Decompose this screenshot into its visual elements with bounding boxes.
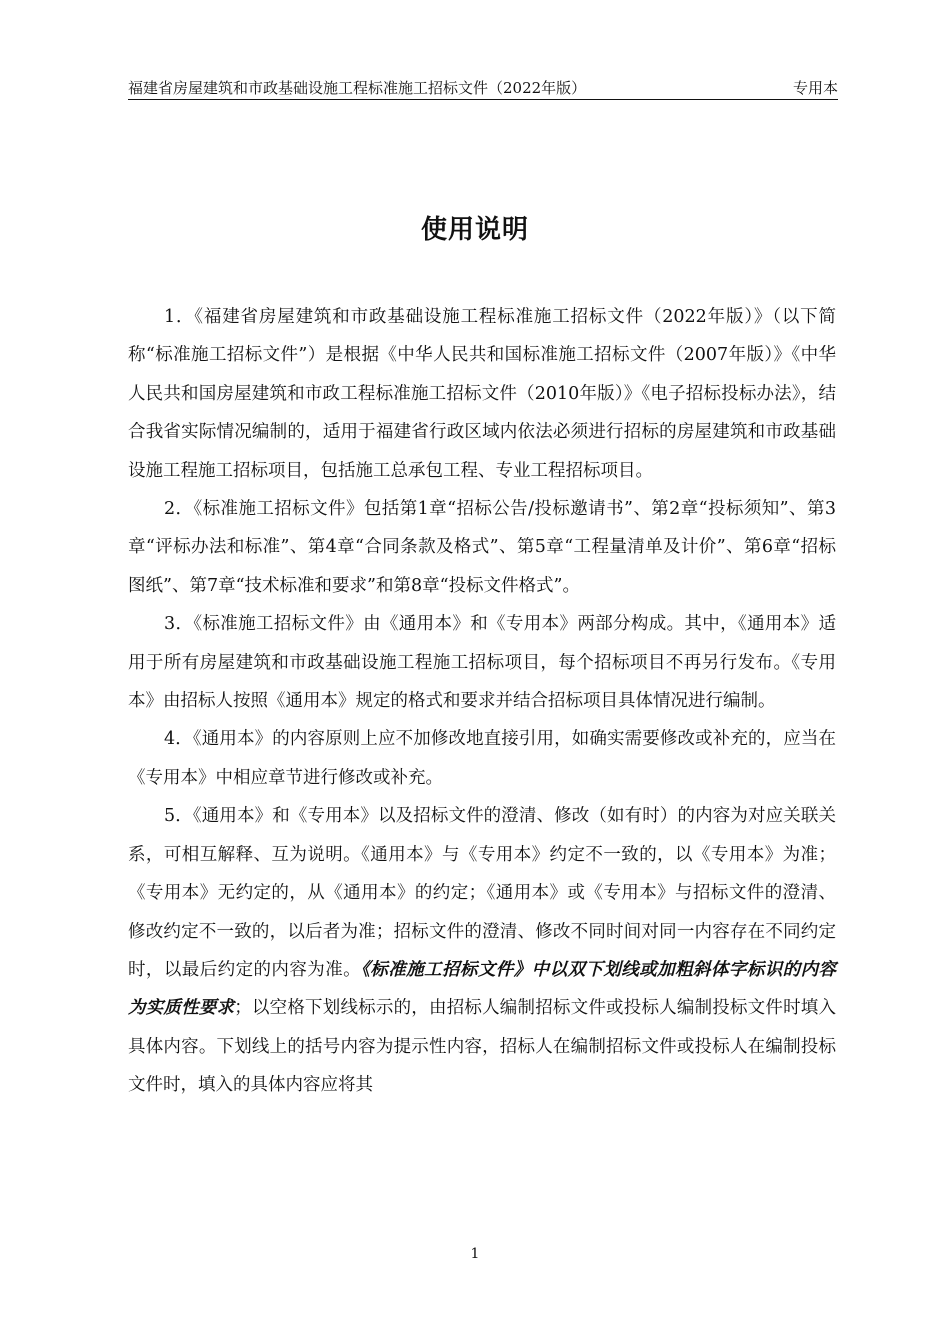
paragraph-3: 3．《标准施工招标文件》由《通用本》和《专用本》两部分构成。其中，《通用本》适用于所有房屋建筑和市政基础设施工程施工招标项目，每个招标项目不再另行发布。《专用本》由招标人按照《通用本》规定的格式和要求并结合招标项目具体情况进行编制。 — [128, 614, 836, 712]
page-number: 1 — [470, 1246, 480, 1262]
running-header — [128, 78, 838, 100]
paragraph-4: 4．《通用本》的内容原则上应不加修改地直接引用，如确实需要修改或补充的，应当在《专用本》中相应章节进行修改或补充。 — [128, 729, 836, 788]
paragraph-5 — [128, 797, 836, 1104]
paragraph-5-continuation: ；以空格下划线标示的，由招标人编制招标文件或投标人编制投标文件时填入具体内容。下划线上的括号内容为提示性内容，招标人在编制招标文件或投标人在编制投标文件时，填入的具体内容应将其 — [128, 998, 837, 1096]
substantive-requirement-note: 《标准施工招标文件》中以双下划线或加粗斜体字标识的内容为实质性要求 — [128, 959, 837, 1019]
page-title: 使用说明 — [420, 215, 529, 245]
header-document-title: 福建省房屋建筑和市政基础设施工程标准施工招标文件（2022年版） — [128, 79, 587, 97]
paragraph-2: 2．《标准施工招标文件》包括第1章“招标公告/投标邀请书”、第2章“投标须知”、第3章“评标办法和标准”、第4章“合同条款及格式”、第5章“工程量清单及计价”、第6章“招标图纸”、第7章“技术标准和要求”和第8章“投标文件格式”。 — [128, 499, 836, 596]
header-volume-label: 专用本 — [792, 79, 838, 97]
paragraph-5-text: 5．《通用本》和《专用本》以及招标文件的澄清、修改（如有时）的内容为对应关联关系，可相互解释、互为说明。《通用本》与《专用本》约定不一致的，以《专用本》为准；《专用本》无约定的，从《通用本》的约定；《通用本》或《专用本》与招标文件的澄清、修改约定不一致的，以后者为准；招标文件的澄清、修改不同时间对同一内容存在不同约定时，以最后约定的内容为准。 — [128, 806, 836, 980]
paragraph-1: 1．《福建省房屋建筑和市政基础设施工程标准施工招标文件（2022年版）》（以下简称“标准施工招标文件”）是根据《中华人民共和国标准施工招标文件（2007年版）》《中华人民共和国房屋建筑和市政工程标准施工招标文件（2010年版）》《电子招标投标办法》，结合我省实际情况编制的，适用于福建省行政区域内依法必须进行招标的房屋建筑和市政基础设施工程施工招标项目，包括施工总承包工程、专业工程招标项目。 — [128, 307, 836, 481]
document-body — [128, 298, 836, 1105]
